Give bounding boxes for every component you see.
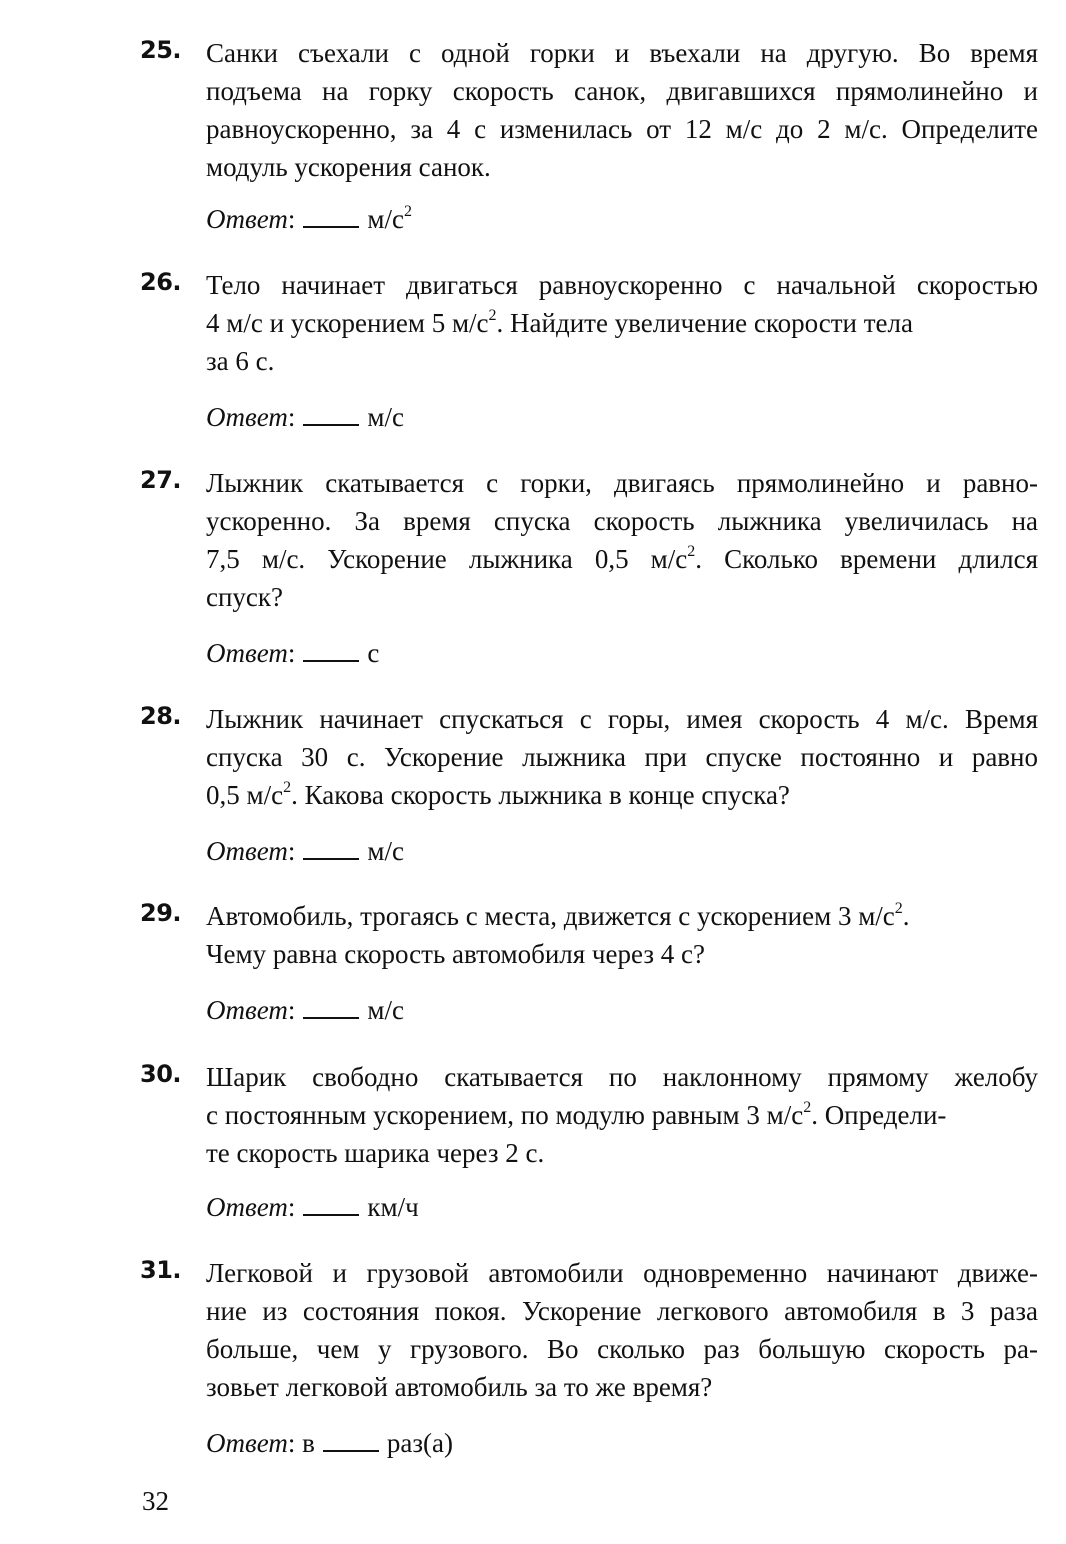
text-line: больше, чем у грузового. Во сколько раз большую скорость ра-	[206, 1334, 1038, 1364]
text-segment: . Сколько времени длился	[695, 544, 1038, 574]
answer-blank[interactable]	[303, 204, 359, 228]
answer-prefix: в	[302, 1428, 315, 1458]
problem-number: 27.	[140, 466, 182, 494]
answer-line	[206, 200, 412, 238]
answer-label: Ответ	[206, 995, 288, 1025]
text-line	[206, 897, 1038, 935]
answer-blank[interactable]	[303, 836, 359, 860]
text-line	[206, 540, 1038, 578]
text-line: те скорость шарика через 2 с.	[206, 1138, 545, 1168]
answer-blank[interactable]	[303, 995, 359, 1019]
answer-line	[206, 1424, 453, 1462]
answer-unit: км/ч	[367, 1192, 419, 1222]
problem-number: 25.	[140, 36, 182, 64]
problem-text	[206, 1058, 1038, 1172]
problem-text	[206, 1254, 1038, 1406]
problem-number: 30.	[140, 1060, 182, 1088]
answer-label: Ответ	[206, 638, 288, 668]
answer-label: Ответ	[206, 402, 288, 432]
answer-label: Ответ	[206, 1192, 288, 1222]
problem-number: 31.	[140, 1256, 182, 1284]
answer-unit: м/с	[367, 402, 404, 432]
text-segment: . Какова скорость лыжника в конце спуска?	[291, 780, 790, 810]
text-line: за 6 с.	[206, 346, 275, 376]
text-line	[206, 304, 1038, 342]
text-segment: .	[902, 901, 910, 931]
exponent: 2	[803, 1099, 812, 1116]
text-segment: . Определи-	[811, 1100, 947, 1130]
text-line: модуль ускорения санок.	[206, 152, 491, 182]
answer-line	[206, 991, 404, 1029]
text-line: Шарик свободно скатывается по наклонному прямому желобу	[206, 1062, 1038, 1092]
text-line: Лыжник начинает спускаться с горы, имея скорость 4 м/с. Время	[206, 704, 1038, 734]
answer-label: Ответ	[206, 836, 288, 866]
text-line: Лыжник скатывается с горки, двигаясь прямолинейно и равно-	[206, 468, 1038, 498]
problem-text	[206, 897, 1038, 973]
text-segment: 0,5 м/с	[206, 780, 284, 810]
page-number: 32	[142, 1486, 169, 1516]
answer-colon: :	[287, 995, 296, 1025]
problem-text	[206, 266, 1038, 380]
text-segment: . Найдите увеличение скорости тела	[496, 308, 914, 338]
answer-label: Ответ	[206, 1428, 288, 1458]
text-line: равноускоренно, за 4 с изменилась от 12 м/с до 2 м/с. Определите	[206, 114, 1038, 144]
problem-text	[206, 464, 1038, 616]
answer-blank[interactable]	[303, 638, 359, 662]
answer-colon: :	[287, 836, 296, 866]
problem-text	[206, 700, 1038, 814]
answer-line	[206, 832, 404, 870]
exponent: 2	[283, 779, 292, 796]
text-segment: с постоянным ускорением, по модулю равным 3 м/с	[206, 1100, 804, 1130]
answer-colon: :	[287, 402, 296, 432]
exponent: 2	[687, 543, 696, 560]
answer-label: Ответ	[206, 204, 288, 234]
exponent: 2	[488, 307, 497, 324]
answer-blank[interactable]	[303, 402, 359, 426]
answer-line	[206, 634, 379, 672]
answer-colon: :	[287, 1192, 296, 1222]
answer-unit: раз(а)	[386, 1428, 453, 1458]
text-segment: 7,5 м/с. Ускорение лыжника 0,5 м/с	[206, 544, 688, 574]
text-line: зовьет легковой автомобиль за то же время?	[206, 1372, 713, 1402]
answer-line	[206, 398, 404, 436]
answer-unit: м/с	[367, 204, 404, 234]
text-line: спуска 30 с. Ускорение лыжника при спуске постоянно и равно	[206, 742, 1038, 772]
text-line: Легковой и грузовой автомобили одновременно начинают движе-	[206, 1258, 1038, 1288]
text-line: спуск?	[206, 582, 284, 612]
text-segment: 4 м/с и ускорением 5 м/с	[206, 308, 489, 338]
answer-blank[interactable]	[323, 1428, 379, 1452]
text-line: ние из состояния покоя. Ускорение легкового автомобиля в 3 раза	[206, 1296, 1038, 1326]
answer-unit: м/с	[367, 995, 404, 1025]
text-line	[206, 1096, 1038, 1134]
answer-unit: м/с	[367, 836, 404, 866]
text-line: подъема на горку скорость санок, двигавшихся прямолинейно и	[206, 76, 1038, 106]
problem-number: 26.	[140, 268, 182, 296]
answer-colon: :	[287, 638, 296, 668]
answer-colon: :	[287, 204, 296, 234]
answer-unit-exponent: 2	[403, 203, 412, 220]
answer-colon: :	[287, 1428, 296, 1458]
text-line: Тело начинает двигаться равноускоренно с начальной скоростью	[206, 270, 1038, 300]
text-line: Чему равна скорость автомобиля через 4 с?	[206, 939, 705, 969]
answer-blank[interactable]	[303, 1192, 359, 1216]
exponent: 2	[894, 900, 903, 917]
problem-number: 29.	[140, 899, 182, 927]
answer-unit: с	[367, 638, 380, 668]
text-line	[206, 776, 1038, 814]
text-segment: Автомобиль, трогаясь с места, движется с ускорением 3 м/с	[206, 901, 895, 931]
text-line: ускоренно. За время спуска скорость лыжника увеличилась на	[206, 506, 1038, 536]
problem-number: 28.	[140, 702, 182, 730]
text-line: Санки съехали с одной горки и въехали на другую. Во время	[206, 38, 1038, 68]
problem-text	[206, 34, 1038, 186]
answer-line	[206, 1188, 419, 1226]
